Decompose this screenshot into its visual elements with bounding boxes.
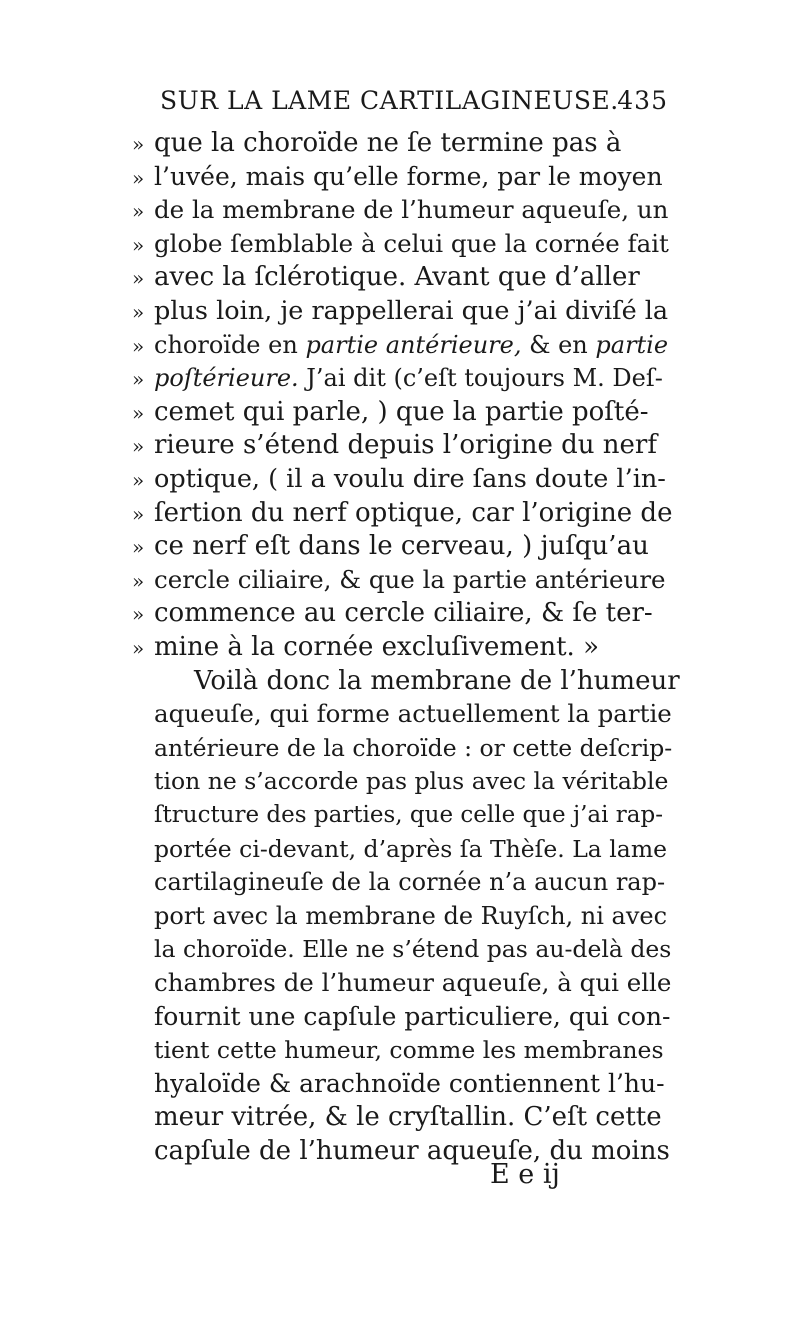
- text-line: [132, 1100, 672, 1134]
- line-text: antérieure de la choroïde : or cette deſcrip-: [154, 733, 673, 762]
- line-text: choroïde en: [154, 330, 306, 359]
- text-line: [132, 496, 672, 530]
- quote-mark: »: [132, 232, 145, 257]
- text-line: [132, 361, 672, 395]
- text-line: [132, 664, 712, 698]
- text-line: [132, 1134, 672, 1168]
- line-text: cemet qui parle, ) que la partie poſté-: [154, 396, 649, 427]
- running-title: SUR LA LAME CARTILAGINEUSE.: [160, 86, 619, 115]
- line-text: ſertion du nerf optique, car l’origine de: [154, 497, 673, 528]
- text-line: [132, 596, 672, 630]
- text-line: [132, 160, 672, 194]
- line-text: la choroïde. Elle ne s’étend pas au-delà des: [154, 935, 672, 964]
- line-text: de la membrane de l’humeur aqueuſe, un: [154, 195, 669, 225]
- line-text: port avec la membrane de Ruyſch, ni avec: [154, 901, 668, 930]
- quote-mark: »: [132, 400, 145, 425]
- line-italic-continued: partie: [595, 330, 669, 359]
- line-text: cartilagineuſe de la cornée n’a aucun rap-: [154, 868, 666, 897]
- signature-mark: E e ij: [490, 1159, 560, 1190]
- line-text: hyaloïde & arachnoïde contiennent l’hu-: [154, 1068, 665, 1098]
- quote-mark: »: [132, 165, 145, 190]
- line-text: globe ſemblable à celui que la cornée fait: [154, 228, 669, 258]
- line-text: l’uvée, mais qu’elle forme, par le moyen: [154, 161, 663, 191]
- text-line: [132, 1000, 672, 1034]
- text-line: [132, 697, 672, 731]
- line-text: que la choroïde ne ſe termine pas à: [154, 128, 622, 158]
- text-line: [132, 731, 672, 765]
- line-text: chambres de l’humeur aqueuſe, à qui elle: [154, 968, 672, 997]
- line-text: capſule de l’humeur aqueuſe, du moins: [154, 1136, 670, 1166]
- line-text: tient cette humeur, comme les membranes: [154, 1036, 664, 1065]
- text-line: [132, 227, 672, 261]
- line-text: aqueuſe, qui forme actuellement la partie: [154, 699, 672, 729]
- text-line: [132, 563, 672, 597]
- text-line: [132, 764, 672, 798]
- quote-mark: »: [132, 602, 145, 627]
- text-line: [132, 193, 672, 227]
- line-text: optique, ( il a voulu dire ſans doute l’in-: [154, 464, 666, 494]
- quote-mark: »: [132, 367, 145, 392]
- running-header: [160, 80, 680, 120]
- quote-mark: »: [132, 636, 145, 660]
- text-line: [132, 899, 672, 933]
- text-line: [132, 529, 672, 563]
- text-line: [132, 260, 672, 294]
- quote-mark: »: [132, 568, 145, 593]
- line-text: meur vitrée, & le cryſtallin. C’eſt cette: [154, 1102, 662, 1133]
- text-line: [132, 395, 672, 429]
- quote-mark: »: [132, 468, 145, 492]
- quote-mark: »: [132, 501, 145, 526]
- line-text: ſtructure des parties, que celle que j’ai rap-: [154, 802, 663, 828]
- line-text-continued: & en: [521, 330, 596, 359]
- line-italic: poſtérieure.: [154, 364, 299, 393]
- quote-mark: »: [132, 300, 145, 324]
- text-line: [132, 462, 672, 496]
- text-line: [132, 126, 672, 160]
- page-number: 435: [617, 86, 668, 115]
- line-text: mine à la cornée excluſivement. »: [154, 632, 599, 662]
- line-text: plus loin, je rappellerai que j’ai diviſé la: [154, 296, 669, 326]
- text-line: [132, 865, 672, 899]
- text-line: [132, 294, 672, 328]
- quote-mark: »: [132, 333, 145, 358]
- text-line: [132, 630, 672, 664]
- line-text: rieure s’étend depuis l’origine du nerf: [154, 430, 657, 461]
- line-text: Voilà donc la membrane de l’humeur: [194, 665, 680, 696]
- quote-mark: »: [132, 199, 145, 224]
- line-text: avec la ſclérotique. Avant que d’aller: [154, 262, 640, 293]
- text-line: [132, 932, 672, 966]
- line-text: ce nerf eſt dans le cerveau, ) juſqu’au: [154, 531, 649, 562]
- line-text: portée ci-devant, d’après ſa Thèſe. La lame: [154, 834, 668, 863]
- quote-mark: »: [132, 535, 145, 560]
- line-text-continued: J’ai dit (c’eſt toujours M. Deſ-: [298, 364, 663, 393]
- text-line: [132, 798, 672, 832]
- text-line: [132, 832, 672, 866]
- quote-mark: »: [132, 266, 145, 291]
- text-line: [132, 966, 672, 1000]
- quote-mark: »: [132, 132, 145, 156]
- text-line: [132, 1067, 672, 1101]
- line-text: tion ne s’accorde pas plus avec la véritable: [154, 767, 669, 796]
- line-text: fournit une capſule particuliere, qui con-: [154, 1001, 671, 1031]
- quote-mark: »: [132, 434, 145, 459]
- text-line: [132, 328, 672, 362]
- text-line: [132, 1033, 672, 1067]
- line-text: commence au cercle ciliaire, & ſe ter-: [154, 598, 653, 629]
- line-text: cercle ciliaire, & que la partie antérieure: [154, 564, 666, 594]
- line-italic: partie antérieure,: [305, 330, 522, 359]
- text-line: [132, 428, 672, 462]
